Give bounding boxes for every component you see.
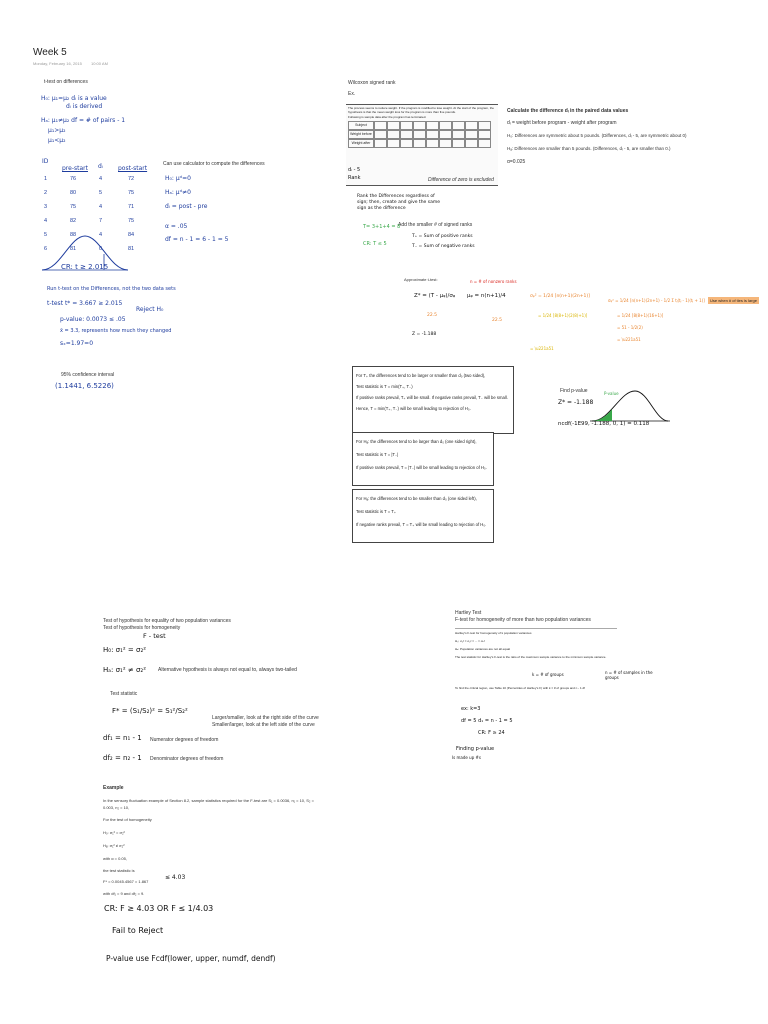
p-value-label: P-value [604,391,619,396]
hartley-printed-box [455,628,617,687]
z-value-calc: 22.5 [427,313,438,318]
wilcoxon-di-note: dᵢ = weight before program - weight after program [507,120,617,126]
wilcoxon-ex: Ex. [348,91,356,97]
hartley-look-up: Is made up #s [452,755,481,760]
tminus-def: T₋ = Sum of negative ranks [412,244,475,249]
ttest-ha: Hₐ: μ₁≠μ₂ df = # of pairs - 1 [41,117,126,124]
rank-note-3: sign as the difference [357,206,406,211]
table-cell: 6 [44,246,48,252]
calc-line-alpha: α = .05 [165,223,188,230]
larger-note-2: Smaller/larger, look at the left side of the curve [212,722,315,728]
box-right-sided [352,432,494,486]
ftest-df1-note: Numerator degrees of freedom [150,737,219,743]
table-cell: 81 [128,246,135,252]
example-line: with df₁ = 9 and df₂ = 9. [103,891,145,896]
ci-value: (1.1441, 6.5226) [55,382,114,390]
printed-top-text: The process seems to reduce weight. If the program is modified to lose weight. At the start of the program, the hypothesis is that the mean weight loss for the program is more than five pounds. [348,106,494,114]
table-cell: 7 [99,218,103,224]
calc-line-di: dᵢ = post - pre [165,203,208,210]
box-line: If negative ranks prevail, T = T₊ will be small leading to rejection of H₀. [356,522,487,527]
mu-value-calc: 22.5 [492,318,503,323]
table-cell: 5 [44,232,48,238]
table-cell: 82 [70,218,77,224]
table-cell: 4 [99,232,103,238]
printed-sub-text: Following is sample data after the program has terminated. [348,115,427,119]
add-note: Add the smaller # of signed ranks [398,222,473,228]
table-cell: 0 [99,246,103,252]
ttest-heading: t-test on differences [44,79,88,85]
box-line: If positive ranks prevail, T₊ will be small. If negative ranks prevail, T₋ will be small. [356,395,508,400]
z-formula: Z* = (T - μᵩ)/σᵩ [414,293,456,299]
sigma-calc-5: = \u221a51 [530,346,554,351]
tplus-def: T₊ = Sum of positive ranks [412,234,473,239]
ftest-line1: Test of hypothesis for equality of two population variances [103,618,231,624]
rank-row-di: dᵢ - 5 [348,167,361,173]
box-line: For Hₐ: the differences tend to be smaller than d₀ (one sided left), [356,496,477,501]
table-cell: 81 [70,246,77,252]
ftest-ha: Hₐ: σ₁² ≠ σ₂² [103,666,147,674]
table-cell: 75 [128,218,135,224]
ttest-cr: CR: t ≥ 2.015 [61,263,109,271]
larger-note-1: Larger/smaller, look at the right side of the curve [212,715,319,721]
table-cell: 75 [128,190,135,196]
calc-line-df: df = n - 1 = 6 - 1 = 5 [165,236,229,243]
ftest-test-stat: Test statistic [110,691,138,697]
wilcoxon-heading: Wilcoxon signed rank [348,80,396,86]
ftest-line2: Test of hypothesis for homogeneity [103,625,181,631]
table-cell: 72 [128,176,135,182]
ftest-title: F - test [143,632,166,640]
table-header-pre: pre-start [62,165,88,172]
wilcoxon-printed-example [346,104,498,186]
ttest-sx: sₓ=1.97=0 [60,340,94,347]
ttest-h0b: dᵢ is derived [66,103,103,110]
hartley-finding: Finding p-value [456,746,495,752]
ties-note: Use when # of ties is large [710,298,757,303]
example-line: H₀: σ₁² = σ₂² [103,830,125,835]
hartley-cr: CR: F ≥ 24 [478,730,505,736]
sigma-formula: σᵩ² = 1/24 [n(n+1)(2n+1)] [530,294,590,299]
hartley-subtitle: F-test for homogeneity of more than two population variances [455,617,591,623]
run-note: Run t-test on the Differences, not the two data sets [47,286,176,292]
ttest-pvalue: p-value: 0.0073 ≤ .05 [60,316,126,323]
hartley-title: Hartley Test [455,610,482,616]
approx-heading: Approximate t-test: [404,277,438,282]
f-circle-note: ≤ 4.03 [165,874,186,881]
table-header-post: post-start [118,165,148,172]
table-row [348,121,496,130]
table-cell: 71 [128,204,135,210]
ftest-df1: df₁ = n₁ - 1 [103,734,142,742]
calc-note: Can use calculator to compute the differences [163,161,265,167]
table-cell: 76 [70,176,77,182]
ftest-formula: F* = (S₁/S₂)² = S₁²/S₂² [112,707,188,715]
wilcoxon-h0: H₀: Differences are symmetric about 5 pounds. (Differences, dᵢ - 5, are symmetric about 0) [507,133,687,138]
rank-note-2: sign; then, create and give the same [357,200,440,205]
hartley-ex: ex: k=3 [461,706,481,712]
box-line: Hence, T = min(T₊, T₋) will be small leading to rejection of H₀. [356,406,471,411]
sample-data-table [348,121,496,148]
ncdf-line: ncdf(-1E99, -1.188, 0, 1) = 0.118 [558,421,650,427]
ttest-line: t-test t* = 3.667 ≥ 2.015 [47,300,123,307]
z-curve-label: Z* = -1.188 [558,399,594,406]
page-time: 10:00 AM [91,61,108,66]
ftest-df2-note: Denominator degrees of freedom [150,756,224,762]
box-line: Test statistic is T = |T₋| [356,452,399,457]
ftest-example: Example [103,785,124,791]
sigma-calc-3: = 51 - 1/2(2) [617,325,643,330]
printed-line: Hartley's F-test for homogeneity of k population variances [455,631,532,635]
sigma-ties-formula: σᵩ² = 1/24 [n(n+1)(2n+1) - 1/2 Σ tⱼ(tⱼ - 1)(tⱼ + 1)] [608,298,705,303]
table-row [348,130,496,139]
example-line: 0.003, n₂ = 10, [103,805,130,810]
example-line: Hₐ: σ₁² ≠ σ₂² [103,843,125,848]
table-cell: 88 [70,232,77,238]
ci-label: 95% confidence interval [61,372,115,378]
t-green: T= 3+1+4 = 8 [363,224,401,230]
wilcoxon-diff-zero: Difference of zero is excluded [428,177,494,183]
rank-note-1: Rank the Differences regardless of [357,194,435,199]
sigma-calc-1: = 1/24 [8(8+1)(2(8)+1)] [538,313,588,318]
table-header-id: ID [42,158,49,165]
find-pvalue: Find p-value [560,388,588,394]
row-label: Weight before [348,130,374,139]
table-row [348,139,496,148]
box-two-sided [352,366,514,434]
example-line: with α = 0.05, [103,856,127,861]
sigma-calc-2: = 1/24 [8(8+1)(16+1)] [617,313,664,318]
ttest-reject: Reject H₀ [136,306,164,313]
wilcoxon-ha: Hₐ: Differences are smaller than 5 pounds. (Differences, dᵢ - 5, are smaller than 0.) [507,146,671,151]
calc-line-ha: Hₐ: μᵈ≠0 [165,189,191,196]
table-cell: 4 [44,218,48,224]
ftest-h0: H₀: σ₁² = σ₂² [103,646,147,654]
table-cell: 4 [99,204,103,210]
ttest-h0: H₀: μ₁=μ₂ dᵢ is a value [41,95,107,102]
table-cell: 84 [128,232,135,238]
table-cell: 2 [44,190,48,196]
cr-green: CR: T ≤ 5 [363,241,387,247]
sigma-calc-4: = \u221a51 [617,337,641,342]
ftest-alt-note: Alternative hypothesis is always not equal to, always two-tailed [158,667,297,673]
ttest-ha3: μ₁<μ₂ [48,137,66,144]
nn-label: n = # of nonzero ranks [470,279,517,284]
table-cell: 75 [70,204,77,210]
page-title: Week 5 [33,47,67,58]
hartley-df: df = 5 d₁ = n - 1 = 5 [461,718,513,724]
box-line: Test statistic is T = T₊ [356,509,397,514]
hartley-k-note: k = # of groups [532,672,564,677]
ftest-df2: df₂ = n₂ - 1 [103,754,142,762]
box-line: For T₊ the differences tend to be larger or smaller than d₀ (two sided), [356,373,486,378]
ttest-ha2: μ₁>μ₂ [48,127,66,134]
example-line: the test statistic is [103,868,135,873]
table-cell: 5 [99,190,103,196]
table-cell: 3 [44,204,48,210]
box-line: Test statistic is T = min(T₊, T₋) [356,384,413,389]
printed-line: Hₐ: Population variances are not all equal [455,647,510,651]
printed-line: The test statistic for Hartley's F-test is the ratio of the maximum sample variance to the minimum sample variance. [455,655,607,659]
wilcoxon-calc-diff: Calculate the difference dᵢ in the paired data values [507,108,629,114]
page-date: Monday, February 16, 2015 [33,61,82,66]
ftest-fail: Fail to Reject [112,926,164,935]
mu-formula: μᵩ = n(n+1)/4 [467,293,506,299]
hartley-n-note: n = # of samples in the groups [605,670,653,680]
box-left-sided [352,489,494,543]
example-line: In the sensory fluctuation example of Section 8.2, sample statistics required for the F-test are S₁ = 0.0036, n₁ = 10, S₂ = [103,798,314,803]
printed-line: H₀: σ₁² = σ₂² = ... = σₖ² [455,639,485,643]
z-value: Z = -1.188 [412,332,437,337]
row-label: Weight after [348,139,374,148]
example-line: For the test of homogeneity [103,817,152,822]
hartley-printed-line-2: To find the critical region, use Table 10 (Percentiles of Hartley's F) with k = # of groups and n - 1 df [455,686,585,690]
calc-line-h0: H₀: μᵈ=0 [165,175,191,182]
table-cell: 1 [44,176,48,182]
wilcoxon-alpha: α=0.025 [507,159,526,165]
ttest-xbar: x̄ = 3.3, represents how much they changed [60,328,172,334]
row-label: Subject [348,121,374,130]
rank-row-rank: Rank [348,175,361,181]
table-cell: 4 [99,176,103,182]
ftest-pvalue: P-value use Fcdf(lower, upper, numdf, dendf) [106,954,276,963]
ftest-cr: CR: F ≥ 4.03 OR F ≤ 1/4.03 [104,904,214,913]
table-header-diff: dᵢ [98,163,103,170]
box-line: If positive ranks prevail, T = |T₋| will be small leading to rejection of H₀. [356,465,487,470]
example-line: F* = 0.0045.4567 = 1.867 [103,879,149,884]
box-line: For Hₐ: the differences tend to be larger than d₀ (one sided right), [356,439,477,444]
table-cell: 80 [70,190,77,196]
